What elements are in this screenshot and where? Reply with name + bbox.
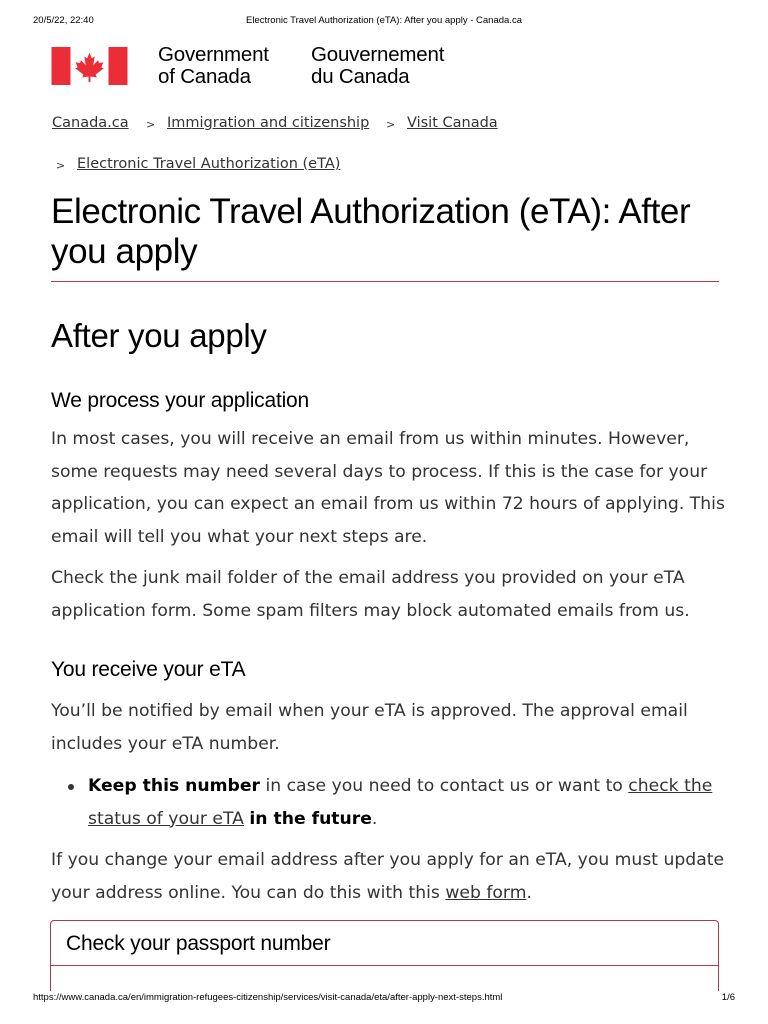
page-title: Electronic Travel Authorization (eTA): After you apply [51, 192, 691, 271]
print-datetime: 20/5/22, 22:40 [33, 15, 94, 26]
paragraph-text: . [526, 882, 532, 903]
breadcrumb-separator: > [56, 159, 66, 172]
heading-we-process: We process your application [51, 389, 310, 412]
heading-you-receive-eta: You receive your eTA [51, 658, 246, 681]
paragraph-notified: You’ll be notified by email when your eTA is approved. The approval email includes your eTA number. [51, 701, 688, 754]
signature-fr-line2: du Canada [311, 65, 410, 88]
breadcrumb-link-canada-ca[interactable]: Canada.ca [52, 115, 129, 131]
breadcrumb-link-visit-canada[interactable]: Visit Canada [407, 115, 498, 131]
print-footer [0, 992, 768, 1006]
paragraph-processing-time: In most cases, you will receive an email from us within minutes. However, some requests may need several days to process. If this is the case for your application, you can expect an email from us within 72 hours of applying. This email will tell you what your next steps are. [51, 429, 725, 547]
breadcrumb-separator: > [386, 118, 396, 131]
list-item-keep-number [88, 770, 728, 835]
signature-en-line2: of Canada [158, 65, 251, 88]
print-header [0, 15, 768, 29]
signature-french [311, 44, 444, 88]
paragraph-change-email [51, 844, 731, 909]
print-page-number: 1/6 [721, 992, 735, 1003]
section-heading-after-you-apply: After you apply [51, 317, 267, 354]
bullet-text: . [371, 808, 378, 829]
signature-english [158, 44, 269, 88]
panel-heading [51, 921, 718, 966]
breadcrumb-separator: > [146, 118, 156, 131]
breadcrumb-link-eta[interactable]: Electronic Travel Authorization (eTA) [77, 156, 341, 172]
print-url: https://www.canada.ca/en/immigration-refugees-citizenship/services/visit-canada/eta/after-apply-next-steps.html [33, 992, 503, 1003]
web-form-link[interactable]: web form [445, 882, 527, 903]
print-document-title: Electronic Travel Authorization (eTA): After you apply - Canada.ca [246, 15, 522, 26]
paragraph-text: If you change your email address after you apply for an eTA, you must update your address online. You can do this with this [51, 850, 725, 903]
title-divider [51, 281, 719, 282]
paragraph-junk-mail: Check the junk mail folder of the email address you provided on your eTA application form. Some spam filters may block automated emails from us. [51, 568, 690, 621]
check-status-link[interactable]: check the status of your eTA [88, 776, 713, 829]
bullet-marker [68, 784, 74, 790]
canada-flag-icon [51, 47, 128, 85]
panel-title: Check your passport number [66, 932, 331, 955]
signature-fr-line1: Gouvernement [311, 43, 445, 66]
breadcrumb-link-immigration[interactable]: Immigration and citizenship [167, 115, 370, 131]
bullet-text: in case you need to contact us or want to [260, 776, 629, 796]
passport-number-panel [50, 920, 719, 991]
bold-keep-this-number: Keep this number [88, 776, 260, 796]
signature-en-line1: Government [158, 43, 269, 66]
bold-in-the-future: in the future [249, 808, 372, 829]
